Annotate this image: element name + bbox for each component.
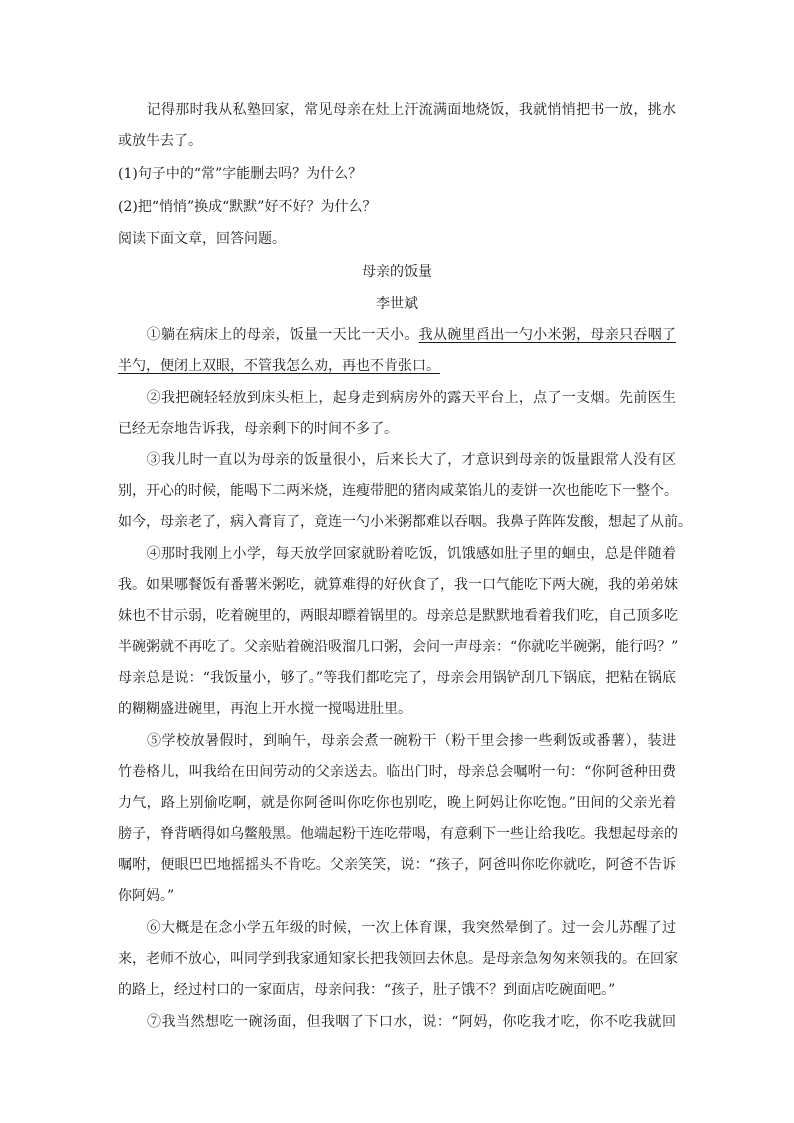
paragraph-7-line-1: ⑦我当然想吃一碗汤面，但我咽了下口水，说：“阿妈，你吃我才吃，你不吃我就回	[118, 1014, 676, 1030]
paragraph-6-line-1: ⑥大概是在念小学五年级的时候，一次上体育课，我突然晕倒了。过一会儿苏醒了过	[118, 920, 676, 936]
paragraph-5-line-6: 你阿妈。”	[118, 888, 175, 904]
underlined-sentence: 我从碗里舀出一勺小米粥，母亲只吞咽了	[418, 327, 677, 343]
paragraph-5-line-2: 竹卷格儿，叫我给在田间劳动的父亲送去。临出门时，母亲总会嘱咐一句：“你阿爸种田费	[118, 764, 676, 780]
paragraph-1-text: ①躺在病床上的母亲，饭量一天比一天小。	[118, 327, 419, 343]
paragraph-3-line-1: ③我儿时一直以为母亲的饭量很小，后来长大了，才意识到母亲的饭量跟常人没有区	[118, 452, 676, 468]
article-author: 李世斌	[376, 296, 418, 312]
paragraph-2-line-1: ②我把碗轻轻放到床头柜上，起身走到病房外的露天平台上，点了一支烟。先前医生	[118, 390, 676, 406]
question-1: (1)句子中的“常”字能删去吗？为什么？	[118, 166, 363, 182]
intro-passage-line-2: 或放牛去了。	[118, 133, 202, 149]
paragraph-4-line-5: 母亲总是说：“我饭量小，够了。”等我们都吃完了，母亲会用锅铲刮几下锅底，把粘在锅底	[118, 670, 676, 686]
intro-passage-line-1: 记得那时我从私塾回家，常见母亲在灶上汗流满面地烧饭，我就悄悄把书一放，挑水	[118, 102, 676, 118]
paragraph-1-line-1	[118, 325, 676, 345]
paragraph-4-line-3: 妹也不甘示弱，吃着碗里的，两眼却瞟着锅里的。母亲总是默默地看着我们吃，自己顶多吃	[118, 608, 678, 624]
paragraph-6-line-2: 来，老师不放心，叫同学到我家通知家长把我领回去休息。是母亲急匆匆来领我的。在回家	[118, 951, 678, 967]
paragraph-3-line-3: 如今，母亲老了，病入膏肓了，竟连一勺小米粥都难以吞咽。我鼻子阵阵发酸，想起了从前。	[118, 514, 692, 530]
paragraph-1-line-2: 半勺，便闭上双眼，不管我怎么劝，再也不肯张口。	[118, 358, 440, 374]
paragraph-2-line-2: 已经无奈地告诉我，母亲剩下的时间不多了。	[118, 421, 398, 437]
paragraph-5-line-1: ⑤学校放暑假时，到晌午，母亲会煮一碗粉干（粉干里会掺一些剩饭或番薯），装进	[118, 733, 676, 749]
paragraph-6-line-3: 的路上，经过村口的一家面店，母亲问我：“孩子，肚子饿不？到面店吃碗面吧。”	[118, 982, 616, 998]
paragraph-4-line-4: 半碗粥就不再吃了。父亲贴着碗沿吸溜几口粥，会问一声母亲：“你就吃半碗粥，能行吗？”	[118, 639, 679, 655]
paragraph-4-line-6: 的糊糊盛进碗里，再泡上开水搅一搅喝进肚里。	[118, 701, 412, 717]
paragraph-4-line-2: 我。如果哪餐饭有番薯米粥吃，就算难得的好伙食了，我一口气能吃下两大碗，我的弟弟妹	[118, 577, 678, 593]
reading-instruction: 阅读下面文章，回答问题。	[118, 231, 286, 247]
article-title: 母亲的饭量	[362, 264, 432, 280]
paragraph-5-line-4: 膀子，脊背晒得如乌鳖般黑。他端起粉干连吃带喝，有意剩下一些让给我吃。我想起母亲的	[118, 826, 678, 842]
paragraph-3-line-2: 别，开心的时候，能喝下二两米烧，连瘦带肥的猪肉咸菜馅儿的麦饼一次也能吃下一整个。	[118, 483, 678, 499]
paragraph-4-line-1: ④那时我刚上小学，每天放学回家就盼着吃饭，饥饿感如肚子里的蛔虫，总是伴随着	[118, 546, 676, 562]
question-2: (2)把“悄悄”换成“默默”好不好？为什么？	[118, 199, 377, 215]
paragraph-5-line-5: 嘱咐，便眼巴巴地摇摇头不肯吃。父亲笑笑，说：“孩子，阿爸叫你吃你就吃，阿爸不告诉	[118, 857, 676, 873]
paragraph-5-line-3: 力气，路上别偷吃啊，就是你阿爸叫你吃你也别吃，晚上阿妈让你吃饱。”田间的父亲光着	[118, 795, 676, 811]
